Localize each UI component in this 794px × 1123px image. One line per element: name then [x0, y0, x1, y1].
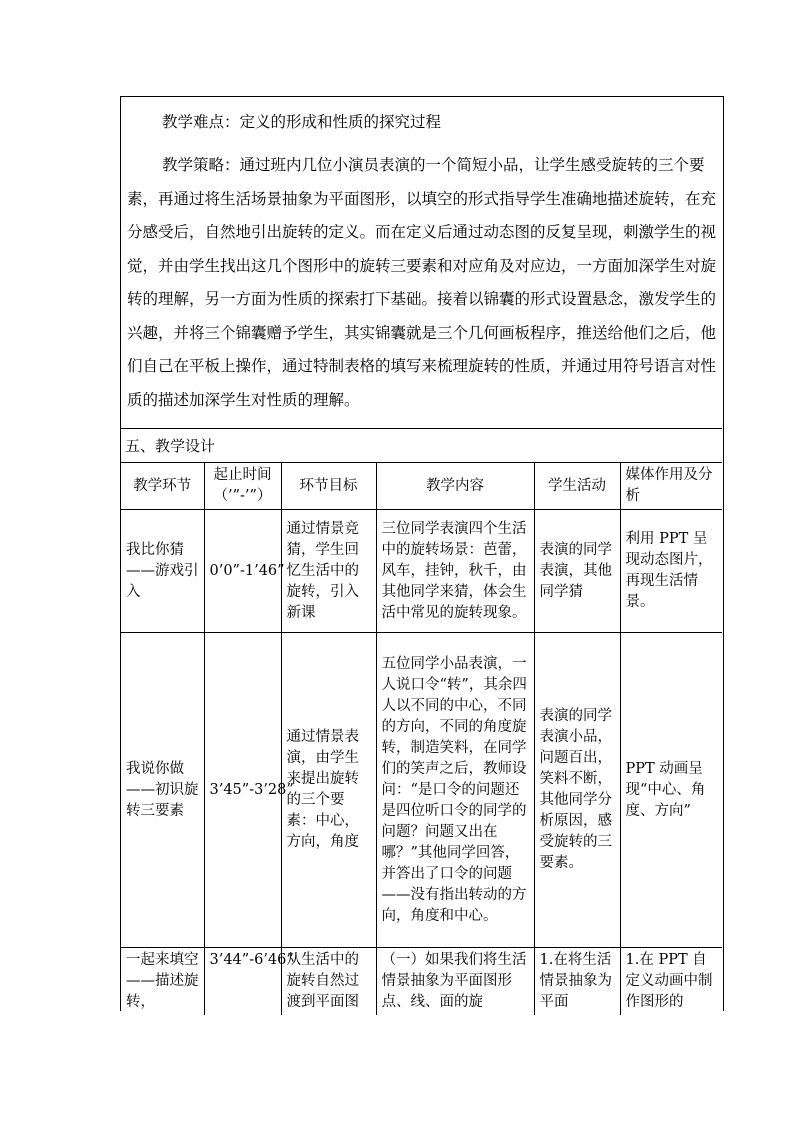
teaching-difficulty: 教学难点：定义的形成和性质的探究过程: [162, 113, 442, 131]
cell-media: 1.在 PPT 自定义动画中制作图形的: [620, 948, 722, 1016]
teaching-design-table: [121, 462, 722, 1015]
cell-stage: 我比你猜——游戏引入: [121, 510, 204, 633]
cell-time: 3’44”-6’46”: [204, 948, 281, 1016]
table-row: [121, 510, 722, 633]
cell-content: 三位同学表演四个生活中的旋转场景：芭蕾，风车，挂钟，秋千，由其他同学来猜，体会生活中常见的旋转现象。: [376, 510, 534, 633]
header-goal: 环节目标: [281, 463, 376, 510]
cell-goal: 通过情景竞猜，学生回忆生活中的旋转，引入新课: [281, 510, 376, 633]
cell-content: （一）如果我们将生活情景抽象为平面图形点、线、面的旋: [376, 948, 534, 1016]
table-row: [121, 948, 722, 1016]
document-frame: [120, 96, 724, 1011]
cell-media: 利用 PPT 呈现动态图片，再现生活情景。: [620, 510, 722, 633]
cell-goal: 从生活中的旋转自然过渡到平面图: [281, 948, 376, 1016]
cell-time: 3’45”-3’28”: [204, 633, 281, 948]
cell-activity: 1.在将生活情景抽象为平面: [534, 948, 620, 1016]
table-row: [121, 633, 722, 948]
header-activity: 学生活动: [534, 463, 620, 510]
cell-goal: 通过情景表演，由学生来提出旋转的三个要素：中心，方向，角度: [281, 633, 376, 948]
table-header-row: [121, 463, 722, 510]
teaching-strategy: 教学策略：通过班内几位小演员表演的一个简短小品，让学生感受旋转的三个要素，再通过将生活场景抽象为平面图形，以填空的形式指导学生准确地描述旋转，在充分感受后，自然地引出旋转的定义。而在定义后通过动态图的反复呈现，刺激学生的视觉，并由学生找出这几个图形中的旋转三要素和对应角及对应边，一方面加深学生对旋转的理解，另一方面为性质的探索打下基础。接着以锦囊的形式设置悬念，激发学生的兴趣，并将三个锦囊赠予学生，其实锦囊就是三个几何画板程序，推送给他们之后，他们自己在平板上操作，通过特制表格的填写来梳理旋转的性质，并通过用符号语言对性质的描述加深学生对性质的理解。: [127, 156, 717, 409]
section-title: 五、教学设计: [121, 429, 722, 463]
cell-activity: 表演的同学表演，其他同学猜: [534, 510, 620, 633]
cell-time: 0’0”-1’46”: [204, 510, 281, 633]
cell-stage: 我说你做——初识旋转三要素: [121, 633, 204, 948]
cell-activity: 表演的同学表演小品，问题百出，笑料不断，其他同学分析原因，感受旋转的三要素。: [534, 633, 620, 948]
cell-stage: 一起来填空——描述旋转，: [121, 948, 204, 1016]
header-stage: 教学环节: [121, 463, 204, 510]
intro-section: [121, 97, 722, 429]
header-media: 媒体作用及分析: [620, 463, 722, 510]
cell-media: PPT 动画呈现“中心、角度、方向”: [620, 633, 722, 948]
header-content: 教学内容: [376, 463, 534, 510]
header-time: 起止时间（’”-’”）: [204, 463, 281, 510]
cell-content: 五位同学小品表演，一人说口令“转”，其余四人以不同的中心，不同的方向，不同的角度旋转，制造笑料，在同学们的笑声之后，教师设问：“是口令的问题还是四位听口令的同学的问题？问题又出在哪？”其他同学回答，并答出了口令的问题——没有指出转动的方向，角度和中心。: [376, 633, 534, 948]
